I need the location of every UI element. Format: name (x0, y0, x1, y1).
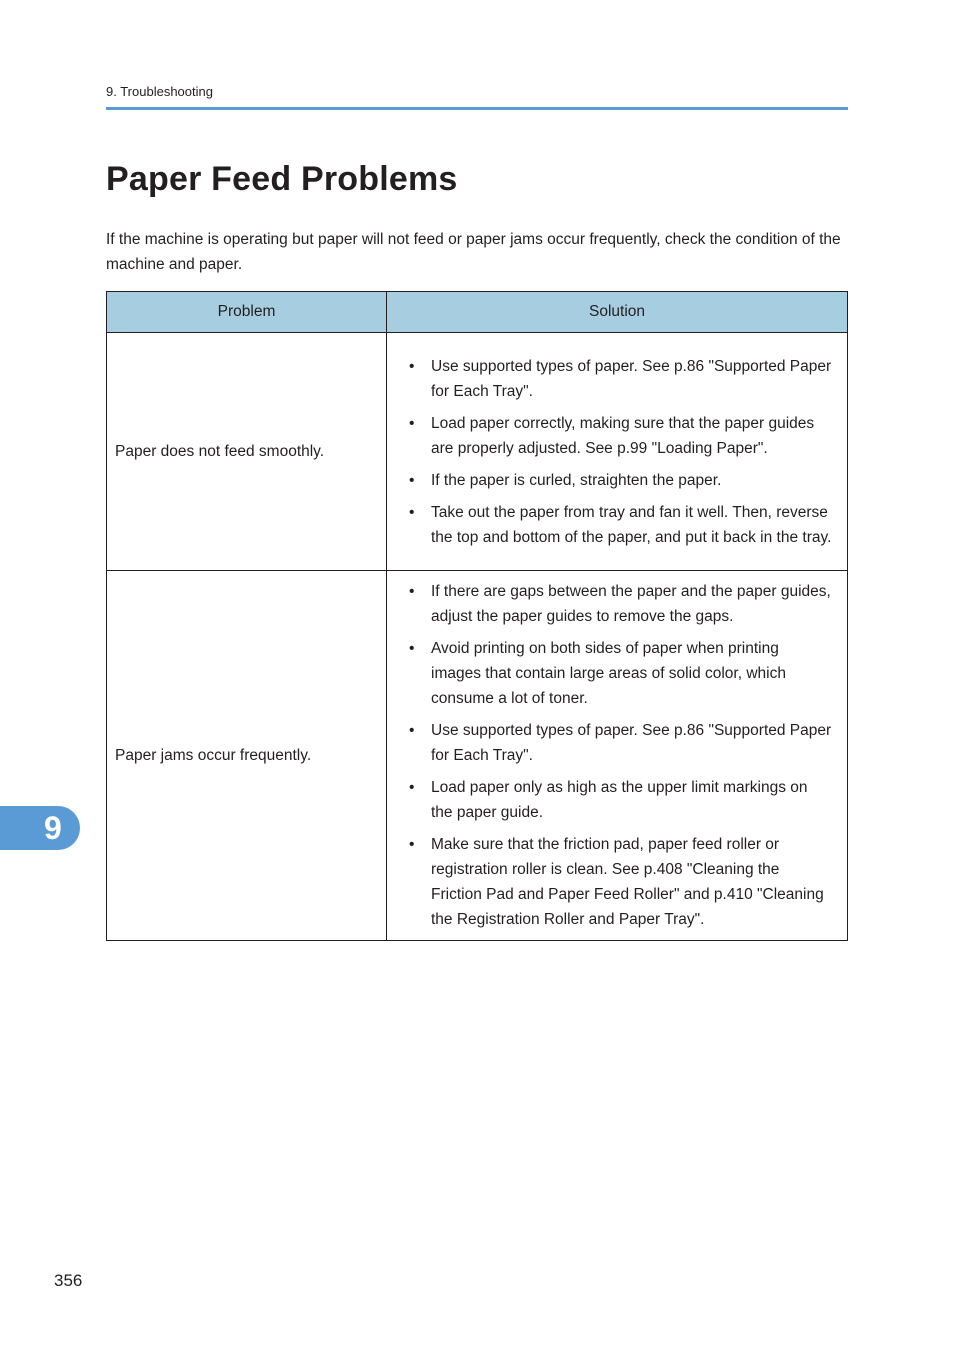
solution-item: • Make sure that the friction pad, paper feed roller or registration roller is clean. See p.408 "Cleaning the Friction Pad and Paper Feed Roller" and p.410 "Cleaning the Registration Roller and Paper Tray". (409, 832, 833, 932)
page-title: Paper Feed Problems (106, 160, 458, 198)
intro-paragraph: If the machine is operating but paper will not feed or paper jams occur frequently, check the condition of the machine and paper. (106, 231, 841, 273)
solution-item: • Load paper correctly, making sure that the paper guides are properly adjusted. See p.99 "Loading Paper". (409, 411, 833, 461)
problem-cell: Paper jams occur frequently. (107, 571, 387, 941)
solution-cell (387, 333, 848, 571)
table-row (107, 333, 848, 571)
solution-list (409, 354, 833, 550)
solution-item: • Avoid printing on both sides of paper when printing images that contain large areas of solid color, which consume a lot of toner. (409, 636, 833, 711)
solution-item: • Load paper only as high as the upper limit markings on the paper guide. (409, 775, 833, 825)
chapter-tab (0, 806, 80, 850)
problem-cell: Paper does not feed smoothly. (107, 333, 387, 571)
solution-item: • Use supported types of paper. See p.86 "Supported Paper for Each Tray". (409, 718, 833, 768)
header-problem: Problem (107, 292, 387, 333)
header-solution: Solution (387, 292, 848, 333)
troubleshooting-table (106, 291, 848, 941)
table-row (107, 571, 848, 941)
table-header-row (107, 292, 848, 333)
header-rule (106, 107, 848, 110)
solution-item: • If there are gaps between the paper and the paper guides, adjust the paper guides to remove the gaps. (409, 579, 833, 629)
solution-list (409, 579, 833, 932)
running-header: 9. Troubleshooting (106, 84, 213, 99)
page-number: 356 (54, 1271, 83, 1290)
solution-item: • Use supported types of paper. See p.86 "Supported Paper for Each Tray". (409, 354, 833, 404)
solution-item: • Take out the paper from tray and fan it well. Then, reverse the top and bottom of the paper, and put it back in the tray. (409, 500, 833, 550)
solution-cell (387, 571, 848, 941)
solution-item: • If the paper is curled, straighten the paper. (409, 468, 833, 493)
chapter-number: 9 (44, 810, 62, 846)
